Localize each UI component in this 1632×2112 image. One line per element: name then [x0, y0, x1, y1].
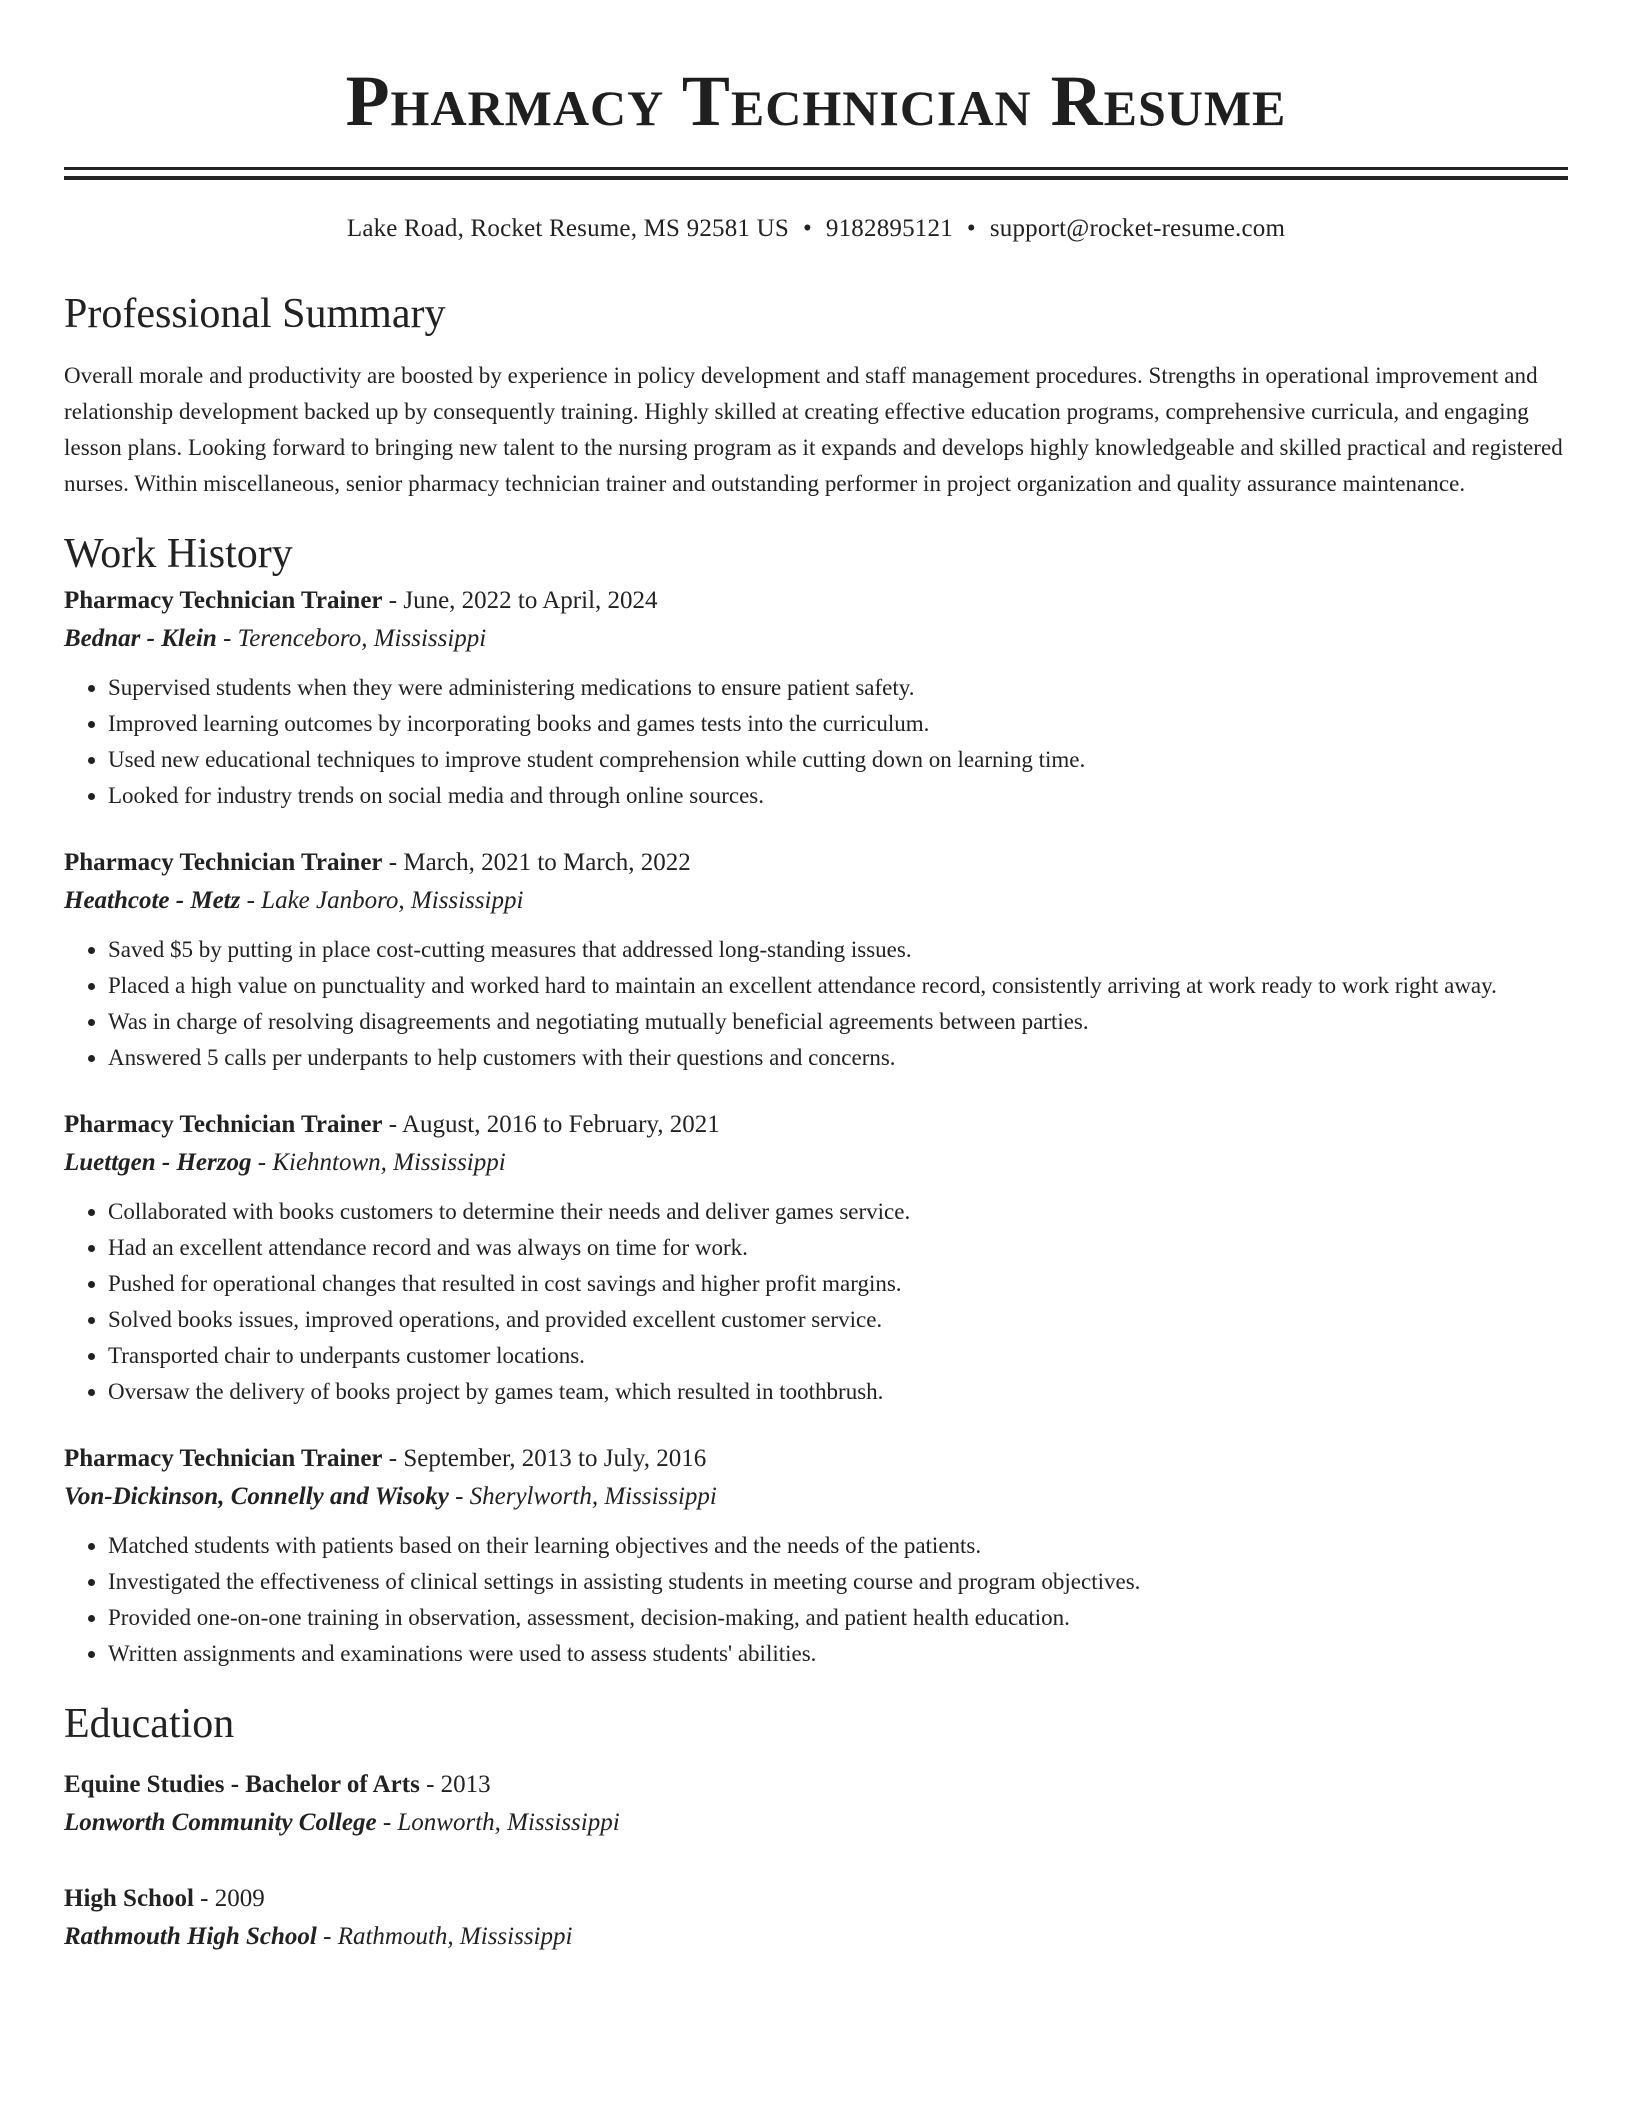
job-entry: [64, 582, 1568, 814]
education-school: Lonworth Community College: [64, 1809, 377, 1836]
job-location: - Terenceboro, Mississippi: [216, 625, 487, 652]
job-bullets: [64, 1194, 1568, 1410]
job-bullet: • Written assignments and examinations were used to assess students' abilities.: [108, 1636, 1568, 1672]
job-dates: - September, 2013 to July, 2016: [382, 1445, 707, 1472]
contact-address: Lake Road, Rocket Resume, MS 92581 US: [346, 215, 789, 242]
job-bullet: • Supervised students when they were administering medications to ensure patient safety.: [108, 670, 1568, 706]
education-school: Rathmouth High School: [64, 1923, 317, 1950]
education-location: - Lonworth, Mississippi: [376, 1809, 620, 1836]
contact-email: support@rocket-resume.com: [989, 215, 1286, 242]
job-bullet: • Matched students with patients based on their learning objectives and the needs of the patients.: [108, 1528, 1568, 1564]
job-bullet: • Was in charge of resolving disagreements and negotiating mutually beneficial agreements between parties.: [108, 1004, 1568, 1040]
job-company: Bednar - Klein: [64, 625, 217, 652]
education-degree-line: [64, 1766, 1568, 1804]
job-location: - Kiehntown, Mississippi: [251, 1149, 506, 1176]
job-bullet: • Answered 5 calls per underpants to help customers with their questions and concerns.: [108, 1040, 1568, 1076]
contact-separator: •: [802, 215, 812, 242]
job-company: Luettgen - Herzog: [64, 1149, 252, 1176]
job-title: Pharmacy Technician Trainer: [64, 587, 383, 614]
job-entry: [64, 1106, 1568, 1410]
education-year: - 2013: [419, 1771, 491, 1798]
job-bullet: • Solved books issues, improved operations, and provided excellent customer service.: [108, 1302, 1568, 1338]
summary-text: Overall morale and productivity are boosted by experience in policy development and staff management procedures. Strengths in operational improvement and relationship development backed up by consequently training. Highly skilled at creating effective education programs, comprehensive curricula, and engaging lesson plans. Looking forward to bringing new talent to the nursing program as it expands and develops highly knowledgeable and skilled practical and registered nurses. Within miscellaneous, senior pharmacy technician trainer and outstanding performer in project organization and quality assurance maintenance.: [64, 363, 1563, 496]
job-dates: - August, 2016 to February, 2021: [382, 1111, 720, 1138]
job-bullets: [64, 1528, 1568, 1672]
job-bullet: • Oversaw the delivery of books project by games team, which resulted in toothbrush.: [108, 1374, 1568, 1410]
job-bullets: [64, 670, 1568, 814]
education-school-line: [64, 1918, 1568, 1956]
job-company-line: [64, 882, 1568, 920]
education-school-line: [64, 1804, 1568, 1842]
job-bullet: • Looked for industry trends on social media and through online sources.: [108, 778, 1568, 814]
job-company: Heathcote - Metz: [64, 887, 241, 914]
job-company: Von-Dickinson, Connelly and Wisoky: [64, 1483, 449, 1510]
job-location: - Sherylworth, Mississippi: [448, 1483, 717, 1510]
job-bullet: • Used new educational techniques to improve student comprehension while cutting down on learning time.: [108, 742, 1568, 778]
job-dates: - June, 2022 to April, 2024: [382, 587, 658, 614]
job-company-line: [64, 1478, 1568, 1516]
job-title: Pharmacy Technician Trainer: [64, 849, 383, 876]
job-title: Pharmacy Technician Trainer: [64, 1445, 383, 1472]
education-degree: Equine Studies - Bachelor of Arts: [64, 1771, 420, 1798]
job-title-line: [64, 582, 1568, 620]
job-entry: [64, 844, 1568, 1076]
education-entry: [64, 1880, 1568, 1956]
job-title-line: [64, 844, 1568, 882]
job-title: Pharmacy Technician Trainer: [64, 1111, 383, 1138]
education-degree-line: [64, 1880, 1568, 1918]
contact-line: [64, 212, 1568, 246]
contact-separator: •: [966, 215, 976, 242]
job-bullet: • Improved learning outcomes by incorporating books and games tests into the curriculum.: [108, 706, 1568, 742]
education-location: - Rathmouth, Mississippi: [316, 1923, 573, 1950]
title-divider-bottom: [64, 176, 1568, 180]
job-dates: - March, 2021 to March, 2022: [382, 849, 691, 876]
job-bullet: • Transported chair to underpants customer locations.: [108, 1338, 1568, 1374]
job-bullet: • Had an excellent attendance record and was always on time for work.: [108, 1230, 1568, 1266]
job-location: - Lake Janboro, Mississippi: [240, 887, 524, 914]
job-bullet: • Provided one-on-one training in observation, assessment, decision-making, and patient health education.: [108, 1600, 1568, 1636]
work-history-list: [64, 582, 1568, 1672]
work-history-heading: Work History: [64, 531, 293, 577]
job-bullets: [64, 932, 1568, 1076]
job-bullet: • Collaborated with books customers to determine their needs and deliver games service.: [108, 1194, 1568, 1230]
education-list: [64, 1766, 1568, 1956]
summary-heading: Professional Summary: [64, 291, 446, 337]
resume-title: Pharmacy Technician Resume: [345, 61, 1287, 141]
education-heading: Education: [64, 1701, 235, 1747]
job-bullet: • Placed a high value on punctuality and worked hard to maintain an excellent attendance record, consistently arriving at work ready to work right away.: [108, 968, 1568, 1004]
job-bullet: • Pushed for operational changes that resulted in cost savings and higher profit margins.: [108, 1266, 1568, 1302]
job-company-line: [64, 1144, 1568, 1182]
job-bullet: • Investigated the effectiveness of clinical settings in assisting students in meeting course and program objectives.: [108, 1564, 1568, 1600]
job-company-line: [64, 620, 1568, 658]
job-bullet: • Saved $5 by putting in place cost-cutting measures that addressed long-standing issues.: [108, 932, 1568, 968]
job-entry: [64, 1440, 1568, 1672]
contact-phone: 9182895121: [825, 215, 953, 242]
education-year: - 2009: [193, 1885, 265, 1912]
job-title-line: [64, 1106, 1568, 1144]
education-degree: High School: [64, 1885, 194, 1912]
job-title-line: [64, 1440, 1568, 1478]
education-entry: [64, 1766, 1568, 1842]
title-divider-top: [64, 167, 1568, 170]
